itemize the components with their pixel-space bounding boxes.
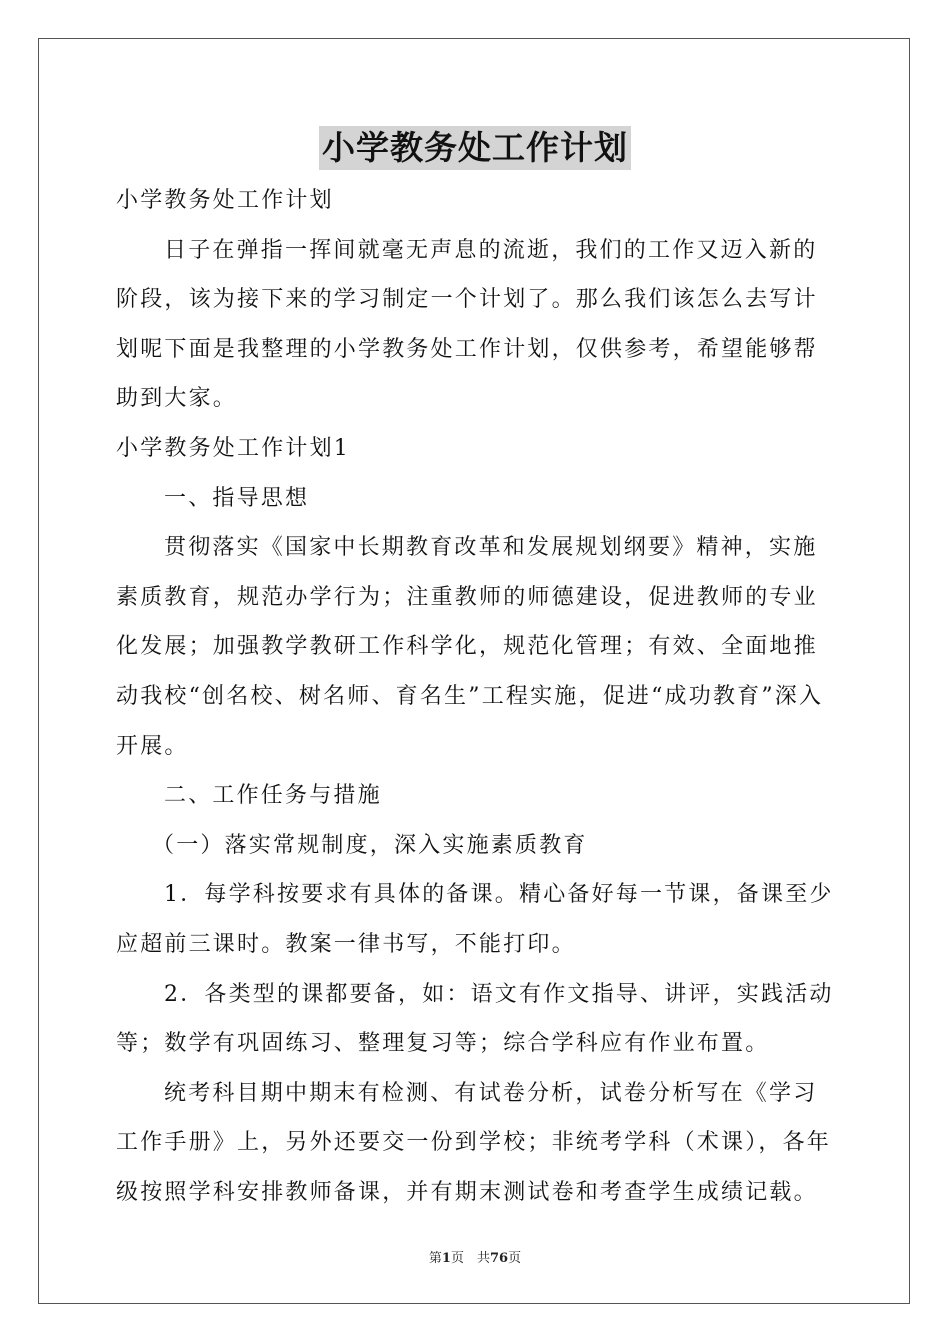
footer-page-prefix: 第 <box>428 1251 442 1266</box>
footer-page-current: 1 <box>441 1251 451 1266</box>
item-1-paragraph: 1．每学科按要求有具体的备课。精心备好每一节课，备课至少应超前三课时。教案一律书写，不能打印。 <box>116 882 834 957</box>
footer-page-suffix: 页 <box>508 1251 522 1266</box>
guiding-ideology-paragraph: 贯彻落实《国家中长期教育改革和发展规划纲要》精神，实施素质教育，规范办学行为；注重教师的师德建设，促进教师的专业化发展；加强教学教研工作科学化，规范化管理；有效、全面地推动我校“创名校、树名师、育名生”工程实施，促进“成功教育”深入开展。 <box>116 535 824 759</box>
document-title: 小学教务处工作计划 <box>319 126 631 170</box>
document-body <box>116 176 836 1217</box>
intro-paragraph: 日子在弹指一挥间就毫无声息的流逝，我们的工作又迈入新的阶段，该为接下来的学习制定一个计划了。那么我们该怎么去写计划呢下面是我整理的小学教务处工作计划，仅供参考，希望能够帮助到大家。 <box>116 237 818 412</box>
exam-paragraph: 统考科目期中期末有检测、有试卷分析，试卷分析写在《学习工作手册》上，另外还要交一份到学校；非统考学科（术课），各年级按照学科安排教师备课，并有期末测试卷和考查学生成绩记载。 <box>116 1080 832 1205</box>
heading-guiding-ideology: 一、指导思想 <box>164 485 310 511</box>
section-heading: 小学教务处工作计划1 <box>116 435 350 461</box>
item-2-paragraph: 2．各类型的课都要备，如：语文有作文指导、讲评，实践活动等；数学有巩固练习、整理复习等；综合学科应有作业布置。 <box>116 981 834 1057</box>
heading-tasks-measures: 二、工作任务与措施 <box>164 783 382 809</box>
page-footer <box>0 1247 950 1266</box>
footer-page-mid: 页 共 <box>450 1251 490 1266</box>
footer-page-total: 76 <box>489 1251 509 1266</box>
subtitle-paragraph: 小学教务处工作计划 <box>116 188 334 213</box>
subheading-routine-system: （一）落实常规制度，深入实施素质教育 <box>152 832 588 858</box>
title-block <box>0 126 950 170</box>
